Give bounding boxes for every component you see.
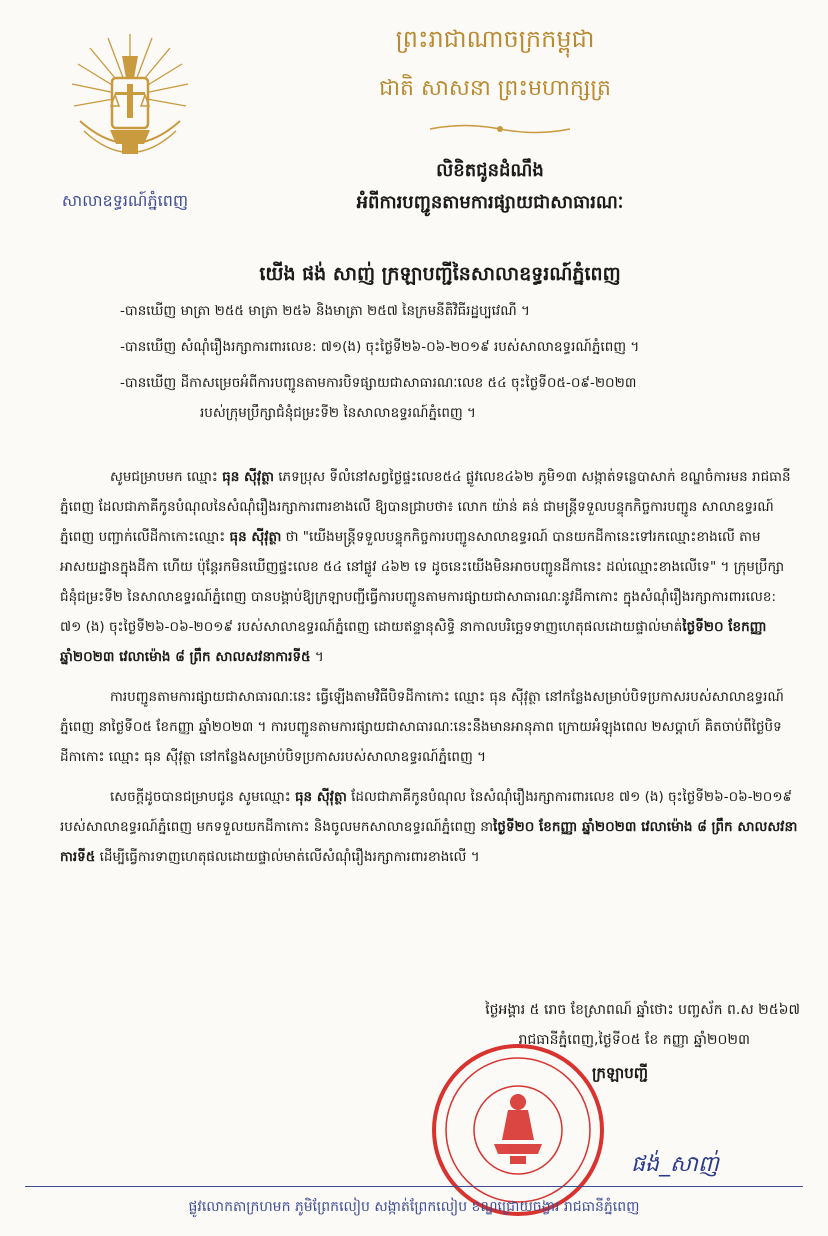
para1-text-c: ថា "យើងមន្ត្រីទទួលបន្ទុកកិច្ចការបញ្ជូនសាលាឧទ្ធរណ៍ បានយកដីកានេះទៅរកឈ្មោះខាងលើ តាមអាសយដ្ឋានក្នុងដីកា ហើយ ប៉ុន្តែរកមិនឃើញផ្ទះលេខ ៥៤ នៅផ្លូវ ៤៦២ ទេ ដូចនេះយើងមិនអាចបញ្ជូនដីកានេះ ដល់ឈ្មោះខាងលើទេ" ។ ក្រុមប្រឹក្សាជំនុំជម្រះទី២ នៃសាលាឧទ្ធរណ៍ភ្នំពេញ បានបង្គាប់ឱ្យក្រឡាបញ្ជីធ្វើការបញ្ជូនតាមការផ្សាយជាសាធារណៈនូវដីកាកោះ ក្នុងសំណុំរឿងរក្សាការពារលេខ: ៧១ (ង) ចុះថ្ងៃទី២៦-០៦-២០១៩ របស់សាលាឧទ្ធរណ៍ភ្នំពេញ ដោយឥន្ទានុសិទ្ធិ នាកាលបរិច្ឆេទទាញហេតុផលដោយផ្ទាល់មាត់ bbox=[60, 529, 785, 635]
lunar-date: ថ្ងៃអង្គារ ៥ រោច ខែស្រាពណ៍ ឆ្នាំថោះ បញ្ចស័ក ព.ស ២៥៦៧ bbox=[485, 1002, 800, 1018]
basis-line-1: -បានឃើញ មាត្រា ២៥៥ មាត្រា ២៥៦ និងមាត្រា ២៥៧ នៃក្រមនីតិវិធីរដ្ឋប្បវេណី ។ bbox=[120, 303, 530, 319]
hearing-datetime: ថ្ងៃទី២០ ខែកញ្ញា ឆ្នាំ២០២៣ វេលាម៉ោង ៨ ព្រឹក សាលសវនាការទី៥ bbox=[60, 819, 798, 865]
para1-text-a: សូមជម្រាបមក ឈ្មោះ bbox=[110, 469, 223, 485]
clerk-headline: យើង ផង់ សាញ់ ក្រឡាបញ្ជីនៃសាលាឧទ្ធរណ៍ភ្នំពេញ bbox=[259, 263, 621, 285]
court-emblem-icon bbox=[60, 26, 200, 176]
footer-divider bbox=[25, 1186, 803, 1187]
place-and-date: រាជធានីភ្នំពេញ,ថ្ងៃទី០៥ ខែ កញ្ញា ឆ្នាំ២០២៣ bbox=[518, 1032, 750, 1048]
national-motto: ជាតិ សាសនា ព្រះមហាក្សត្រ bbox=[379, 76, 611, 101]
basis-line-3: -បានឃើញ ដីកាសម្រេចអំពីការបញ្ជូនតាមការបិទផ្សាយជាសាធារណៈលេខ ៥៤ ចុះថ្ងៃទី០៥-០៩-២០២៣ bbox=[120, 375, 637, 391]
basis-line-2: -បានឃើញ សំណុំរឿងរក្សាការពារលេខ: ៧១(ង) ចុះថ្ងៃទី២៦-០៦-២០១៩ របស់សាលាឧទ្ធរណ៍ភ្នំពេញ ។ bbox=[120, 339, 640, 355]
paragraph-1 bbox=[60, 462, 800, 672]
paragraph-2: ការបញ្ជូនតាមការផ្សាយជាសាធារណៈនេះ ធ្វើឡើងតាមវិធីបិទដីកាកោះ ឈ្មោះ ធុន ស៊ីវុត្ថា នៅកន្លែងសម្រាប់បិទប្រកាសរបស់សាលាឧទ្ធរណ៍ភ្នំពេញ នាថ្ងៃទី០៥ ខែកញ្ញា ឆ្នាំ២០២៣ ។ ការបញ្ជូនតាមការផ្សាយជាសាធារណៈនេះនឹងមានអានុភាព ក្រោយអំឡុងពេល ២សប្តាហ៍ គិតចាប់ពីថ្ងៃបិទដីកាកោះ ឈ្មោះ ធុន ស៊ីវុត្ថា នៅកន្លែងសម្រាប់បិទប្រកាសរបស់សាលាឧទ្ធរណ៍ភ្នំពេញ ។ bbox=[60, 689, 784, 765]
hearing-datetime: ថ្ងៃទី២០ ខែកញ្ញា ឆ្នាំ២០២៣ វេលាម៉ោង ៨ ព្រឹក សាលសវនាការទី៥ bbox=[60, 619, 767, 665]
para1-text-b: ភេទប្រុស ទីលំនៅសព្វថ្ងៃផ្ទះលេខ៥៤ ផ្លូវលេខ៤៦២ ភូមិ១៣ សង្កាត់ទន្លេបាសាក់ ខណ្ឌចំការមន រាជធានីភ្នំពេញ ដែលជាភាគីកូនបំណុលនៃសំណុំរឿងរក្សាការពារខាងលើ ឱ្យបានជ្រាបថា៖ លោក យ៉ាន់ គន់ ជាមន្ត្រីទទួលបន្ទុកកិច្ចការបញ្ជូន សាលាឧទ្ធរណ៍ភ្នំពេញ បញ្ជាក់លើដីកាកោះឈ្មោះ bbox=[60, 469, 791, 545]
para3-text-b: ដែលជាភាគីកូនបំណុល នៃសំណុំរឿងរក្សាការពារលេខ ៧១ (ង) ចុះថ្ងៃទី២៦-០៦-២០១៩ របស់សាលាឧទ្ធរណ៍ភ្នំពេញ មកទទួលយកដីកាកោះ និងចូលមកសាលាឧទ្ធរណ៍ភ្នំពេញ នា bbox=[60, 789, 793, 835]
document-subtitle: អំពីការបញ្ជូនតាមការផ្សាយជាសាធារណៈ bbox=[356, 192, 624, 213]
signature: ផង់_សាញ់ bbox=[631, 1152, 719, 1177]
basis-line-3-continued: របស់ក្រុមប្រឹក្សាជំនុំជម្រះទី២ នៃសាលាឧទ្ធរណ៍ភ្នំពេញ ។ bbox=[200, 405, 476, 421]
notice-body bbox=[60, 462, 800, 882]
debtor-name: ធុន ស៊ីវុត្ថា bbox=[294, 789, 347, 805]
para1-text-d: ។ bbox=[310, 649, 324, 665]
paragraph-3 bbox=[60, 782, 800, 872]
debtor-name: ធុន ស៊ីវុត្ថា bbox=[222, 469, 274, 485]
kingdom-title: ព្រះរាជាណាចក្រកម្ពុជា bbox=[395, 25, 595, 53]
document-title: លិខិតជូនដំណឹង bbox=[436, 160, 544, 181]
signer-role: ក្រឡាបញ្ជី bbox=[591, 1064, 649, 1082]
para3-text-a: សេចក្តីដូចបានជម្រាបជូន សូមឈ្មោះ bbox=[110, 789, 295, 805]
para3-text-c: ដើម្បីធ្វើការទាញហេតុផលដោយផ្ទាល់មាត់លើសំណុំរឿងរក្សាការពារខាងលើ ។ bbox=[95, 849, 480, 865]
debtor-name: ធុន ស៊ីវុត្ថា bbox=[229, 529, 282, 545]
divider-ornament-icon bbox=[420, 122, 580, 136]
court-name: សាលាឧទ្ធរណ៍ភ្នំពេញ bbox=[61, 191, 189, 210]
footer-address: ផ្លូវលោកតាក្រហមក ភូមិព្រែកលៀប សង្កាត់ព្រែកលៀប ខណ្ឌជ្រោយចង្វារ រាជធានីភ្នំពេញ bbox=[188, 1199, 640, 1215]
